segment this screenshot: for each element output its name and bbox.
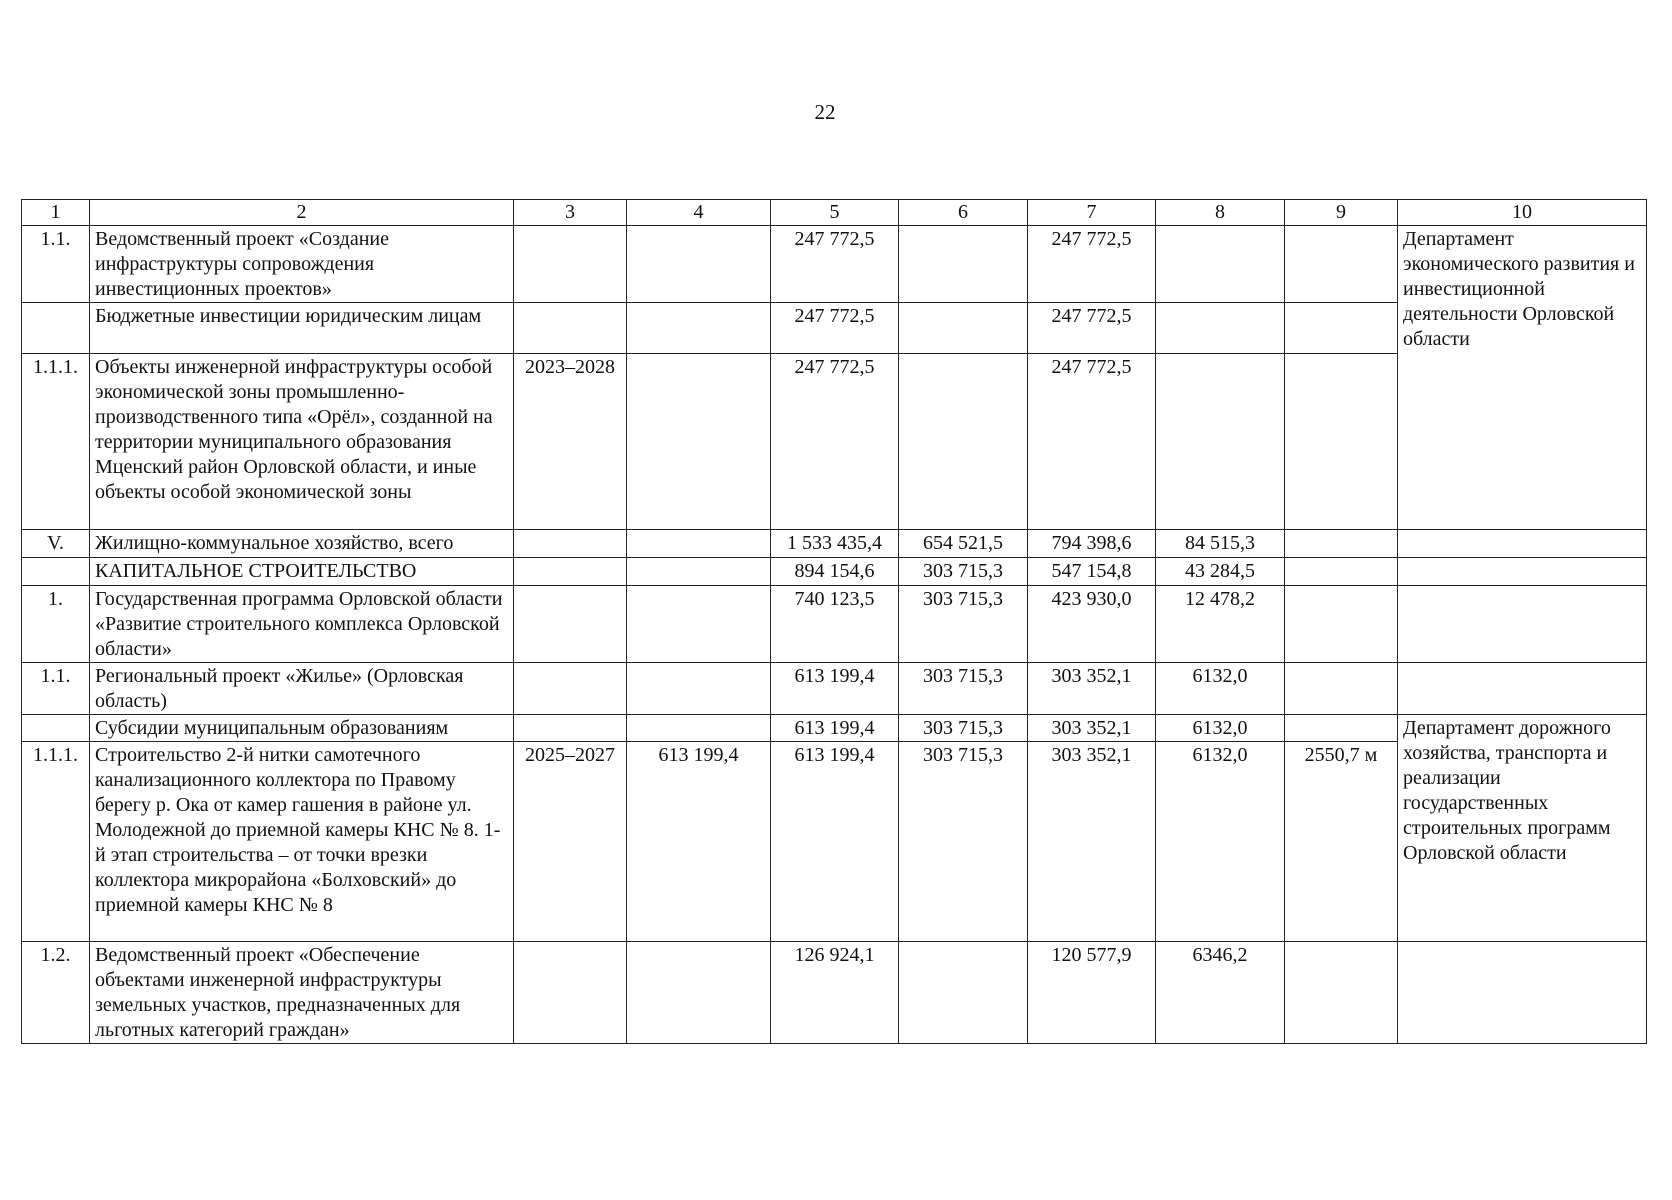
row-col6: 303 715,3 (899, 558, 1028, 586)
row-years (514, 715, 627, 742)
row-col8: 6132,0 (1156, 663, 1285, 715)
row-name: Строительство 2-й нитки самотечного канализационного коллектора по Правому берегу р. Ока от камер гашения в районе ул. Молодежной до приемной камеры КНС № 8. 1-й этап строительства – от точки врезки коллектора микрорайона «Болховский» до приемной камеры КНС № 8 (90, 742, 514, 942)
header-cell: 9 (1285, 200, 1398, 226)
row-col8: 6346,2 (1156, 942, 1285, 1044)
row-name: Региональный проект «Жилье» (Орловская область) (90, 663, 514, 715)
row-number: 1.1. (22, 663, 90, 715)
table-row (22, 530, 1647, 558)
row-col4: 613 199,4 (627, 742, 771, 942)
row-col6: 303 715,3 (899, 586, 1028, 663)
row-col7: 794 398,6 (1028, 530, 1156, 558)
row-col8 (1156, 303, 1285, 354)
row-col6: 303 715,3 (899, 663, 1028, 715)
row-col6: 654 521,5 (899, 530, 1028, 558)
row-col9 (1285, 354, 1398, 530)
row-col8: 6132,0 (1156, 715, 1285, 742)
row-col10 (1398, 942, 1647, 1044)
table-row (22, 715, 1647, 742)
row-col4 (627, 226, 771, 303)
row-years (514, 226, 627, 303)
row-col5: 247 772,5 (771, 303, 899, 354)
row-years (514, 663, 627, 715)
row-col7: 547 154,8 (1028, 558, 1156, 586)
table-row (22, 226, 1647, 303)
row-col10 (1398, 558, 1647, 586)
row-col9 (1285, 663, 1398, 715)
row-number (22, 715, 90, 742)
row-col8 (1156, 354, 1285, 530)
row-col8 (1156, 226, 1285, 303)
row-col8: 84 515,3 (1156, 530, 1285, 558)
row-col9 (1285, 558, 1398, 586)
header-cell: 8 (1156, 200, 1285, 226)
table-row (22, 558, 1647, 586)
budget-table (21, 199, 1647, 1044)
row-col7: 303 352,1 (1028, 663, 1156, 715)
row-col4 (627, 530, 771, 558)
row-col5: 613 199,4 (771, 715, 899, 742)
row-col10 (1398, 530, 1647, 558)
row-number (22, 558, 90, 586)
row-number: 1.1.1. (22, 742, 90, 942)
row-name: КАПИТАЛЬНОЕ СТРОИТЕЛЬСТВО (90, 558, 514, 586)
row-col8: 43 284,5 (1156, 558, 1285, 586)
row-col4 (627, 303, 771, 354)
responsible-department-economic: Департамент экономического развития и инвестиционной деятельности Орловской области (1398, 226, 1647, 530)
row-col7: 423 930,0 (1028, 586, 1156, 663)
row-col7: 303 352,1 (1028, 742, 1156, 942)
row-number: 1. (22, 586, 90, 663)
header-cell: 7 (1028, 200, 1156, 226)
row-col6 (899, 354, 1028, 530)
row-col6 (899, 226, 1028, 303)
row-col6: 303 715,3 (899, 742, 1028, 942)
row-col5: 247 772,5 (771, 354, 899, 530)
table-row (22, 663, 1647, 715)
row-col5: 613 199,4 (771, 742, 899, 942)
row-col5: 247 772,5 (771, 226, 899, 303)
row-years (514, 586, 627, 663)
header-cell: 3 (514, 200, 627, 226)
row-number (22, 303, 90, 354)
row-years (514, 303, 627, 354)
row-col6 (899, 942, 1028, 1044)
row-number: 1.1. (22, 226, 90, 303)
row-col6 (899, 303, 1028, 354)
row-col9 (1285, 530, 1398, 558)
row-col7: 120 577,9 (1028, 942, 1156, 1044)
row-name: Государственная программа Орловской области «Развитие строительного комплекса Орловской области» (90, 586, 514, 663)
header-cell: 10 (1398, 200, 1647, 226)
row-col10 (1398, 586, 1647, 663)
row-col5: 740 123,5 (771, 586, 899, 663)
row-col4 (627, 663, 771, 715)
header-cell: 5 (771, 200, 899, 226)
row-col6: 303 715,3 (899, 715, 1028, 742)
page-number: 22 (814, 100, 836, 124)
row-col4 (627, 942, 771, 1044)
row-col7: 247 772,5 (1028, 354, 1156, 530)
row-col4 (627, 354, 771, 530)
row-name: Ведомственный проект «Обеспечение объектами инженерной инфраструктуры земельных участков, предназначенных для льготных категорий граждан» (90, 942, 514, 1044)
row-col4 (627, 715, 771, 742)
row-col9 (1285, 942, 1398, 1044)
header-cell: 1 (22, 200, 90, 226)
row-col4 (627, 558, 771, 586)
row-number: V. (22, 530, 90, 558)
responsible-department-road: Департамент дорожного хозяйства, транспорта и реализации государственных строительных программ Орловской области (1398, 715, 1647, 942)
header-cell: 6 (899, 200, 1028, 226)
row-col9 (1285, 715, 1398, 742)
row-name: Бюджетные инвестиции юридическим лицам (90, 303, 514, 354)
row-col7: 303 352,1 (1028, 715, 1156, 742)
row-years (514, 942, 627, 1044)
row-col10 (1398, 663, 1647, 715)
row-years (514, 530, 627, 558)
row-col9 (1285, 586, 1398, 663)
header-row (22, 200, 1647, 226)
row-name: Субсидии муниципальным образованиям (90, 715, 514, 742)
row-col5: 894 154,6 (771, 558, 899, 586)
table-row (22, 942, 1647, 1044)
row-col5: 126 924,1 (771, 942, 899, 1044)
row-name: Объекты инженерной инфраструктуры особой экономической зоны промышленно-производственного типа «Орёл», созданной на территории муниципального образования Мценский район Орловской области, и иные объекты особой экономической зоны (90, 354, 514, 530)
row-years (514, 558, 627, 586)
row-col7: 247 772,5 (1028, 303, 1156, 354)
row-col9 (1285, 303, 1398, 354)
row-col8: 6132,0 (1156, 742, 1285, 942)
row-number: 1.1.1. (22, 354, 90, 530)
row-col5: 613 199,4 (771, 663, 899, 715)
table-row (22, 586, 1647, 663)
row-col7: 247 772,5 (1028, 226, 1156, 303)
row-years: 2023–2028 (514, 354, 627, 530)
row-col9: 2550,7 м (1285, 742, 1398, 942)
row-name: Ведомственный проект «Создание инфраструктуры сопровождения инвестиционных проектов» (90, 226, 514, 303)
row-number: 1.2. (22, 942, 90, 1044)
row-name: Жилищно-коммунальное хозяйство, всего (90, 530, 514, 558)
row-col8: 12 478,2 (1156, 586, 1285, 663)
header-cell: 2 (90, 200, 514, 226)
row-col9 (1285, 226, 1398, 303)
row-col5: 1 533 435,4 (771, 530, 899, 558)
row-years: 2025–2027 (514, 742, 627, 942)
header-cell: 4 (627, 200, 771, 226)
row-col4 (627, 586, 771, 663)
